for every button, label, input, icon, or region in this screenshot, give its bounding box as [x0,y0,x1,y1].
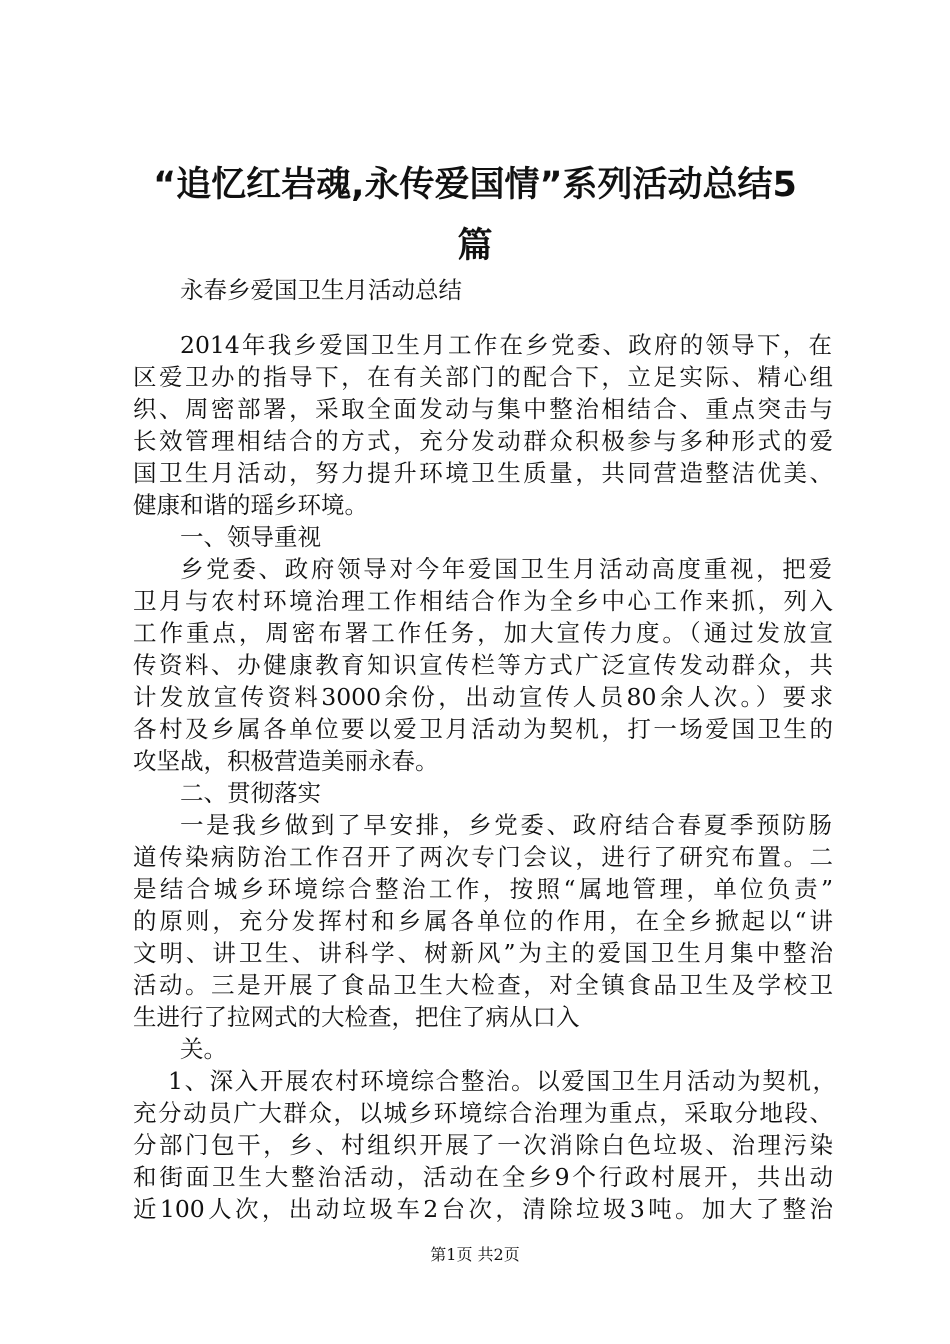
paragraph-line: 各村及乡属各单位要以爱卫月活动为契机，打一场爱国卫生的 [133,715,833,743]
paragraph-line: 2014年我乡爱国卫生月工作在乡党委、政府的领导下，在 [180,331,832,359]
paragraph-line: 活动。三是开展了食品卫生大检查，对全镇食品卫生及学校卫 [133,971,833,999]
paragraph-line: 1、深入开展农村环境综合整治。以爱国卫生月活动为契机， [168,1067,836,1095]
section-heading: 永春乡爱国卫生月活动总结 [180,276,462,304]
page-footer: 第1页 共2页 [430,1245,520,1264]
paragraph-line: 工作重点，周密布署工作任务，加大宣传力度。（通过发放宣 [133,619,833,647]
paragraph-line: 传资料、办健康教育知识宣传栏等方式广泛宣传发动群众，共 [133,651,833,679]
paragraph-line: 分部门包干，乡、村组织开展了一次消除白色垃圾、治理污染 [133,1131,833,1159]
paragraph-line: 国卫生月活动，努力提升环境卫生质量，共同营造整洁优美、 [133,459,833,487]
paragraph-line: 卫月与农村环境治理工作相结合作为全乡中心工作来抓，列入 [133,587,833,615]
paragraph-line: 是结合城乡环境综合整治工作，按照“属地管理，单位负责” [133,875,833,903]
paragraph-line: 关。 [180,1035,227,1063]
page-title: “追忆红岩魂,永传爱国情”系列活动总结5 [153,165,797,205]
paragraph-line: 的原则，充分发挥村和乡属各单位的作用，在全乡掀起以“讲 [133,907,833,935]
paragraph-line: 区爱卫办的指导下，在有关部门的配合下，立足实际、精心组 [133,363,833,391]
page-title-continued: 篇 [457,226,493,266]
section-heading: 二、贯彻落实 [180,779,321,807]
paragraph-line: 乡党委、政府领导对今年爱国卫生月活动高度重视，把爱 [180,555,832,583]
paragraph-line: 近100人次，出动垃圾车2台次，清除垃圾3吨。加大了整治 [133,1195,833,1223]
paragraph-line: 计发放宣传资料3000余份，出动宣传人员80余人次。）要求 [133,683,833,711]
paragraph-line: 一是我乡做到了早安排，乡党委、政府结合春夏季预防肠 [180,811,832,839]
paragraph-line: 和街面卫生大整治活动，活动在全乡9个行政村展开，共出动 [133,1163,833,1191]
paragraph-line: 文明、讲卫生、讲科学、树新风”为主的爱国卫生月集中整治 [133,939,833,967]
paragraph-line: 道传染病防治工作召开了两次专门会议，进行了研究布置。二 [133,843,833,871]
section-heading: 一、领导重视 [180,523,321,551]
paragraph-line: 充分动员广大群众，以城乡环境综合治理为重点，采取分地段、 [133,1099,833,1127]
paragraph-line: 长效管理相结合的方式，充分发动群众积极参与多种形式的爱 [133,427,833,455]
paragraph-line: 织、周密部署，采取全面发动与集中整治相结合、重点突击与 [133,395,833,423]
paragraph-line: 生进行了拉网式的大检查，把住了病从口入 [133,1003,580,1031]
paragraph-line: 健康和谐的瑶乡环境。 [133,491,368,519]
paragraph-line: 攻坚战，积极营造美丽永春。 [133,747,439,775]
